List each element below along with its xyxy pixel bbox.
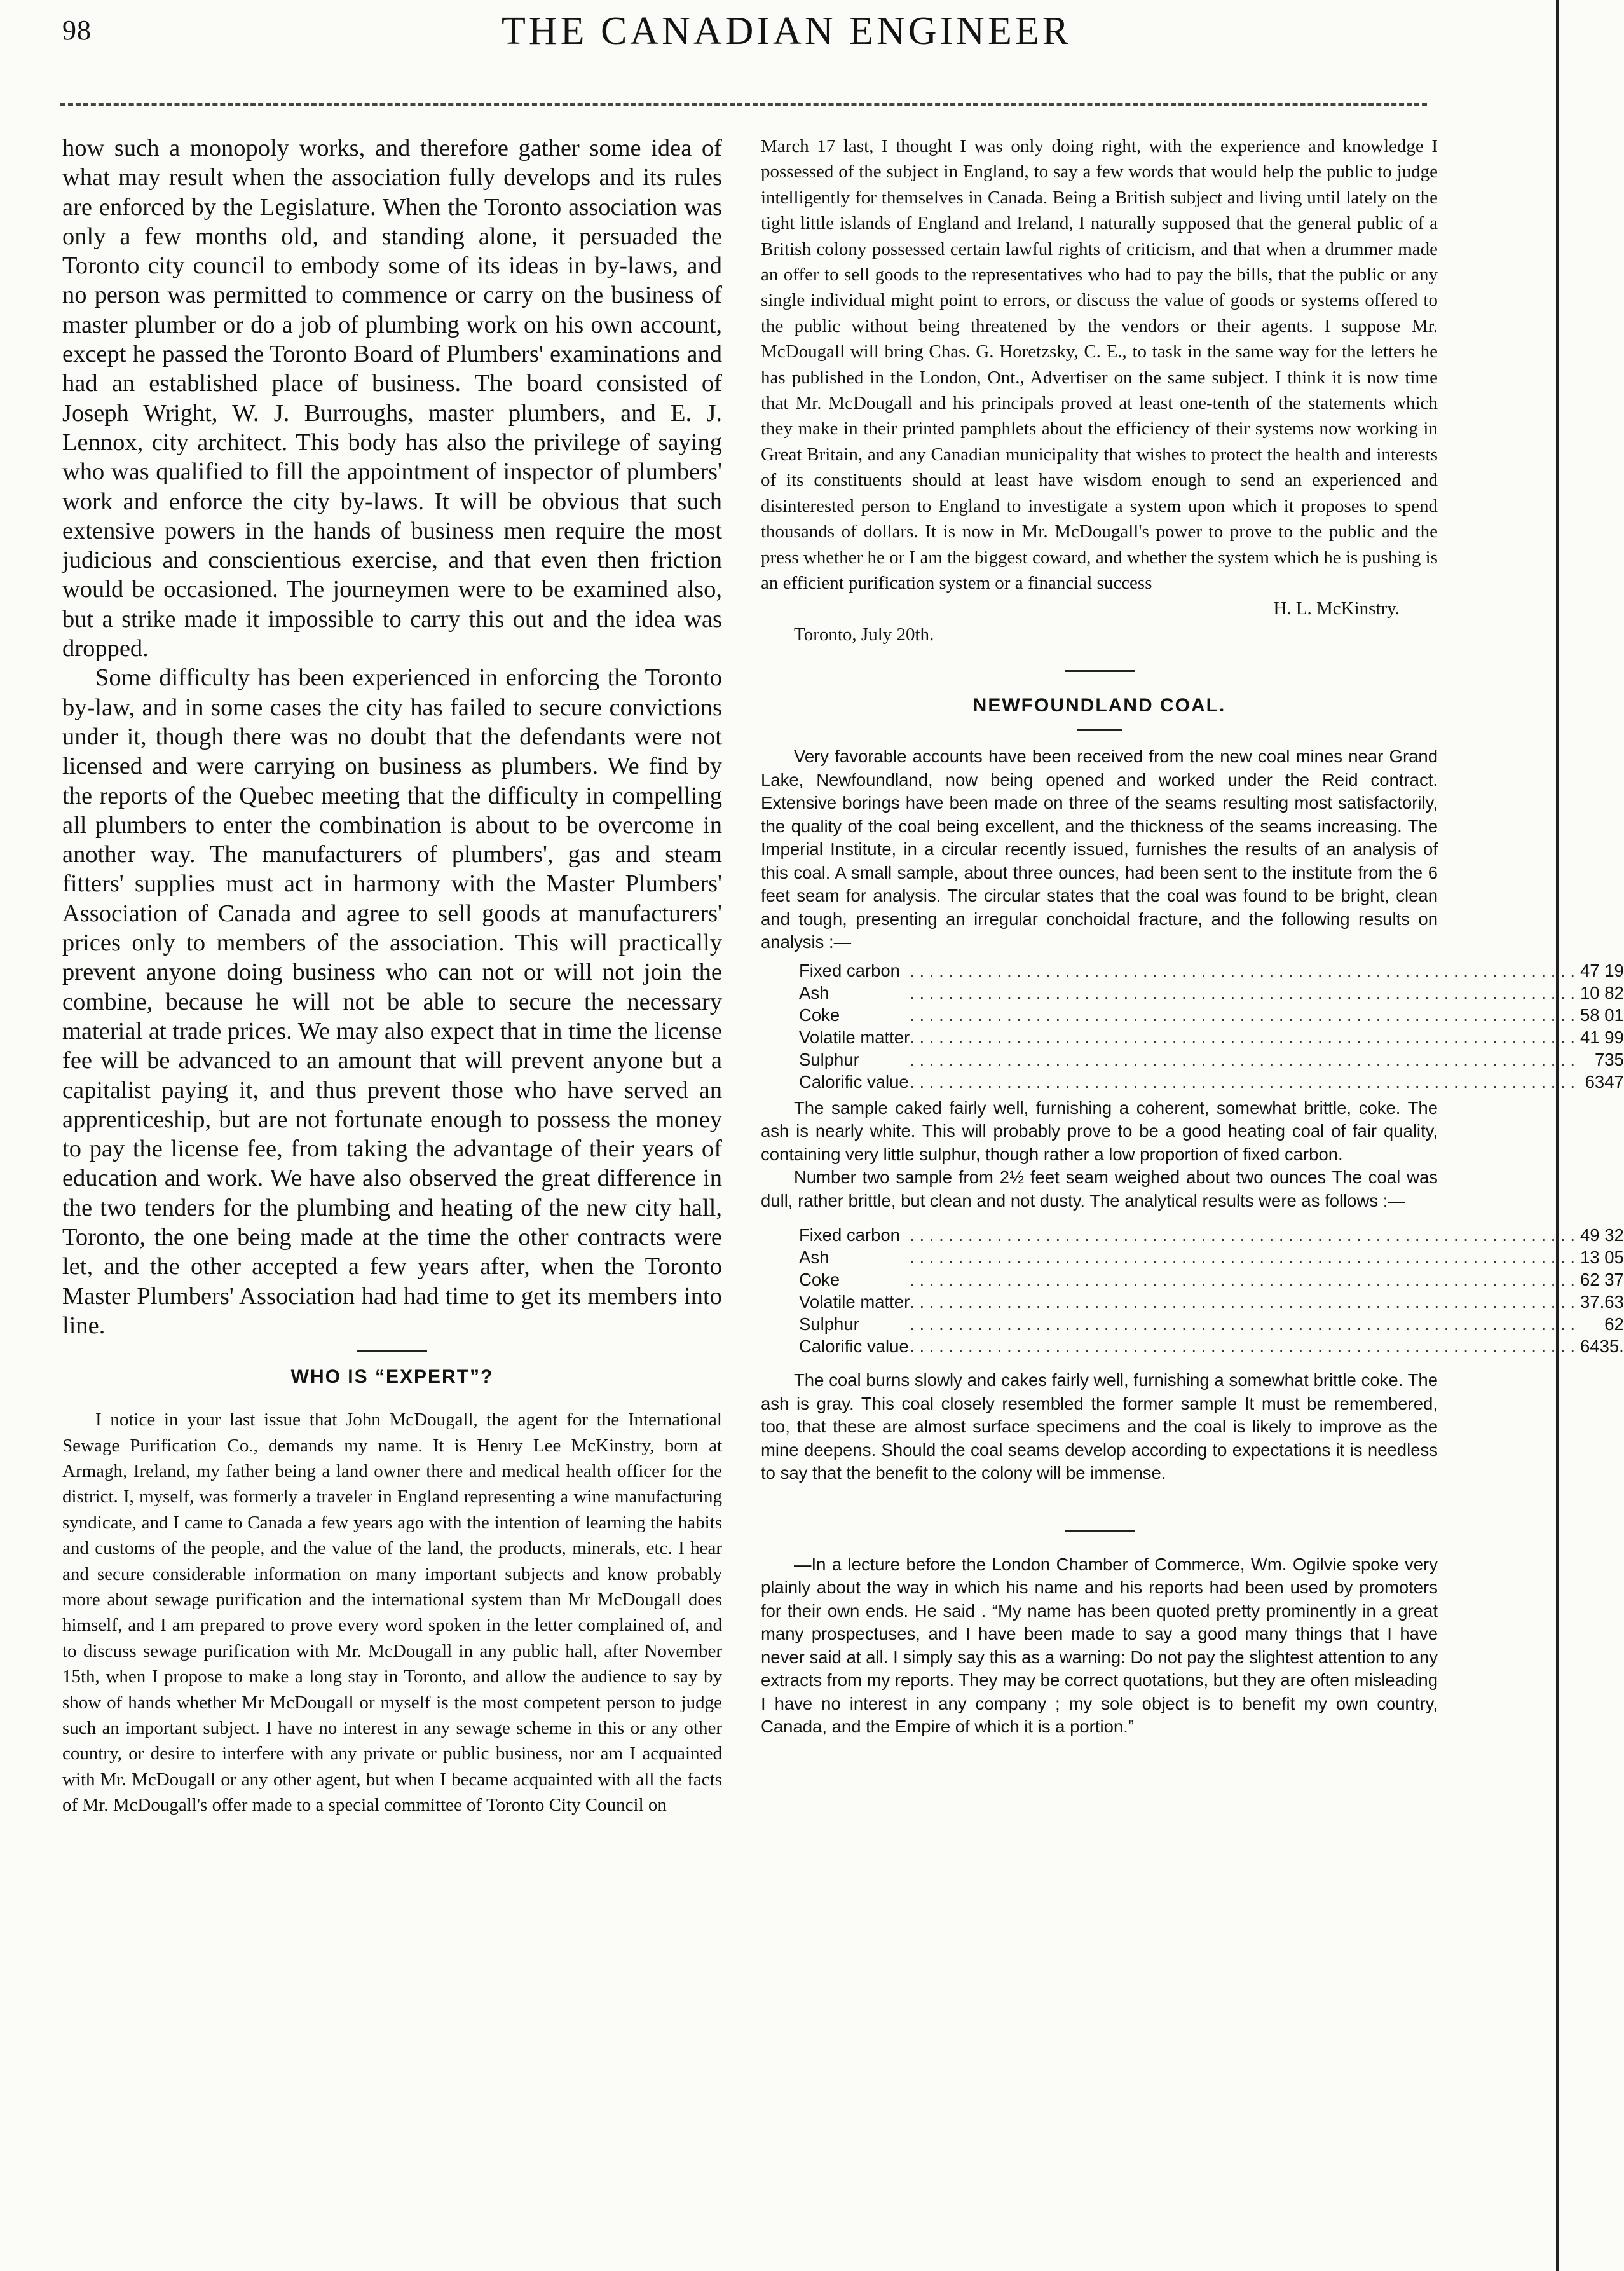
analysis-value: 6435. [1580,1336,1624,1357]
analysis-value: 47 19 [1580,960,1624,980]
analysis-row [799,1313,1624,1335]
analysis-value: 13 05 [1580,1247,1624,1268]
leader-dots [910,959,1575,982]
section-heading-newfoundland-coal: NEWFOUNDLAND COAL. [972,695,1226,717]
coal-sample-two-intro: Number two sample from 2½ feet seam weighed about two ounces The coal was dull, rather brittle, but clean and not dusty. The analytical results were as follows :— [761,1167,1438,1211]
scan-edge-line [1556,0,1559,2271]
analysis-label: Ash [799,1247,829,1268]
analysis-row [799,1291,1624,1313]
leader-dots [910,1071,1575,1093]
coal-intro: Very favorable accounts have been received from the new coal mines near Grand Lake, Newfoundland, now being opened and worked under the Reid contract. Extensive borings have been made on three of the seams resulting most satisfactorily, the quality of the coal being excellent, and the thickness of the seams increasing. The Imperial Institute, in a circular recently issued, furnishes the results of an analysis of this coal. A small sample, about three ounces, had been sent to the institute from the 6 feet seam for analysis. The circular states that the coal was found to be bright, clean and tough, presenting an irregular conchoidal fracture, and the following results on analysis :— [761,746,1438,952]
analysis-label: Fixed carbon [799,960,900,980]
analysis-table-sample-one [799,959,1624,1093]
leader-dots [910,1048,1575,1071]
analysis-row [799,1004,1624,1026]
analysis-row [799,1268,1624,1291]
analysis-label: Sulphur [799,1314,859,1334]
analysis-row [799,1048,1624,1071]
heading-underline [1077,729,1122,731]
analysis-row [799,959,1624,982]
analysis-label: Ash [799,982,829,1003]
analysis-row [799,1335,1624,1357]
section-divider [357,1350,427,1352]
analysis-value: 735 [1594,1049,1624,1069]
analysis-table-sample-two [799,1224,1624,1357]
analysis-label: Volatile matter [799,1292,910,1312]
page-number: 98 [62,15,92,46]
analysis-label: Coke [799,1270,840,1290]
analysis-row [799,1026,1624,1048]
analysis-value: 62 [1604,1314,1624,1334]
section-heading-who-is-expert: WHO IS “EXPERT”? [290,1366,494,1388]
analysis-value: 62 37 [1580,1270,1624,1290]
analysis-label: Calorific value [799,1071,909,1092]
coal-sample-one-notes: The sample caked fairly well, furnishing a coherent, somewhat brittle, coke. The ash is nearly white. This will probably prove to be a good heating coal of fair quality, containing very little sulphur, though rather a low proportion of fixed carbon. [761,1097,1438,1164]
leader-dots [910,1335,1575,1357]
analysis-value: 41 99 [1580,1027,1624,1047]
analysis-label: Calorific value [799,1336,909,1357]
leader-dots [910,1291,1575,1313]
section-divider [1065,1530,1135,1532]
leader-dots [910,1246,1575,1268]
coal-closing: The coal burns slowly and cakes fairly well, furnishing a somewhat brittle coke. The ash is gray. This coal closely resembled the former sample It must be remembered, too, that these are almost surface specimens and the coal is likely to improve as the mine deepens. Should the coal seams develop according to expectations it is needless to say that the benefit to the colony will be immense. [761,1370,1438,1483]
analysis-value: 6347 [1585,1071,1624,1092]
leader-dots [910,982,1575,1004]
leader-dots [910,1004,1575,1026]
analysis-row [799,982,1624,1004]
right-column [761,134,1624,1739]
analysis-label: Fixed carbon [799,1225,900,1245]
analysis-row [799,1224,1624,1246]
article-paragraph: how such a monopoly works, and therefore gather some idea of what may result when the association fully develops and its rules are enforced by the Legislature. When the Toronto association was only a few months old, and standing alone, it persuaded the Toronto city council to embody some of its ideas in by-laws, and no person was permitted to commence or carry on the business of master plumber or do a job of plumbing work on his own account, except he passed the Toronto Board of Plumbers' examinations and had an established place of business. The board consisted of Joseph Wright, W. J. Burroughs, master plumbers, and E. J. Lennox, city architect. This body has also the privilege of saying who was qualified to fill the appointment of inspector of plumbers' work and enforce the city by-laws. It will be obvious that such extensive powers in the hands of business men require the most judicious and conscientious exercise, and that even then friction would be occasioned. The journeymen were to be examined also, but a strike made it impossible to carry this out and the idea was dropped. [62,135,722,662]
running-head-title: THE CANADIAN ENGINEER [501,10,1072,53]
analysis-value: 37.63 [1580,1292,1624,1312]
letter-body: I notice in your last issue that John McDougall, the agent for the International Sewage Purification Co., demands my name. It is Henry Lee McKinstry, born at Armagh, Ireland, my father being a land owner there and medical health officer for the district. I, myself, was formerly a traveler in England representing a wine manufacturing syndicate, and I came to Canada a few years ago with the intention of learning the habits and customs of the people, and the value of the land, the products, minerals, etc. I hear and secure considerable information on many important subjects and know probably more about sewage purification and the international system than Mr McDougall does himself, and I am prepared to prove every word spoken in the letter complained of, and to discuss sewage purification with Mr. McDougall in any public hall, after November 15th, when I propose to make a long stay in Toronto, and allow the audience to say by show of hands whether Mr McDougall or myself is the most competent person to judge such an important subject. I have no interest in any sewage scheme in this or any other country, or desire to interfere with any private or public business, nor am I acquainted with Mr. McDougall or any other agent, but when I became acquainted with all the facts of Mr. McDougall's offer made to a special committee of Toronto City Council on [62,1410,722,1816]
analysis-value: 10 82 [1580,982,1624,1003]
letter-continued: March 17 last, I thought I was only doing right, with the experience and knowledge I possessed of the subject in England, to say a few words that would help the public to judge intelligently for themselves in Canada. Being a British subject and living until lately on the tight little islands of England and Ireland, I naturally supposed that the general public of a British colony possessed certain lawful rights of criticism, and that when a drummer made an offer to sell goods to the representatives who had to pay the bills, that the public or any single individual might point to errors, or discuss the value of goods or systems offered to the public without being threatened by the vendors or their agents. I suppose Mr. McDougall will bring Chas. G. Horetzsky, C. E., to task in the same way for the letters he has published in the London, Ont., Advertiser on the same subject. I think it is now time that Mr. McDougall and his principals proved at least one-tenth of the statements which they make in their printed pamphlets about the efficiency of their systems now working in Great Britain, and any Canadian municipality that wishes to protect the health and interests of its constituents should at least have wisdom enough to send an experienced and disinterested person to England to investigate a system upon which it proposes to spend thousands of dollars. It is now in Mr. McDougall's power to prove to the public and the press whether he or I am the biggest coward, and whether the system which he is pushing is an efficient purification system or a financial success [761,136,1438,593]
analysis-label: Coke [799,1005,840,1025]
leader-dots [910,1268,1575,1291]
analysis-value: 49 32 [1580,1225,1624,1245]
leader-dots [910,1026,1575,1048]
analysis-row [799,1246,1624,1268]
analysis-row [799,1071,1624,1093]
leader-dots [910,1224,1575,1246]
letter-dateline: Toronto, July 20th. [794,624,934,645]
analysis-label: Sulphur [799,1049,859,1069]
letter-signature: H. L. McKinstry. [1273,598,1400,619]
lecture-note: —In a lecture before the London Chamber of Commerce, Wm. Ogilvie spoke very plainly about the way in which his name and his reports had been used by promoters for their own ends. He said . “My name has been quoted pretty prominently in a great many prospectuses, and I have been made to say a good many things that I have never said at all. I simply say this as a warning: Do not pay the slightest attention to any extracts from my reports. They may be correct quotations, but they are often misleading I have no interest in any company ; my sole object is to benefit my own country, Canada, and the Empire of which it is a portion.” [761,1554,1438,1737]
analysis-label: Volatile matter [799,1027,910,1047]
header-rule [60,103,1427,106]
leader-dots [910,1313,1575,1335]
analysis-value: 58 01 [1580,1005,1624,1025]
section-divider [1065,670,1135,672]
left-column [62,134,722,1818]
article-paragraph: Some difficulty has been experienced in enforcing the Toronto by-law, and in some cases the city has failed to secure convictions under it, though there was no doubt that the defendants were not licensed and were carrying on business as plumbers. We find by the reports of the Quebec meeting that the difficulty in compelling all plumbers to enter the combination is about to be overcome in another way. The manufacturers of plumbers', gas and steam fitters' supplies must act in harmony with the Master Plumbers' Association of Canada and agree to sell goods at manufacturers' prices only to members of the association. This will practically prevent anyone doing business who can not or will not join the combine, because he will not be able to secure the necessary material at trade prices. We may also expect that in time the license fee will be advanced to an amount that will prevent anyone but a capitalist paying it, and thus prevent those who have served an apprenticeship, but are not fortunate enough to possess the money to pay the license fee, from taking the advantage of their years of education and work. We have also observed the great difference in the two tenders for the plumbing and heating of the new city hall, Toronto, the one being made at the time the other contracts were let, and the other accepted a few years after, when the Toronto Master Plumbers' Association had had time to get its members into line. [62,664,722,1339]
letter-signature-line [761,596,1438,621]
